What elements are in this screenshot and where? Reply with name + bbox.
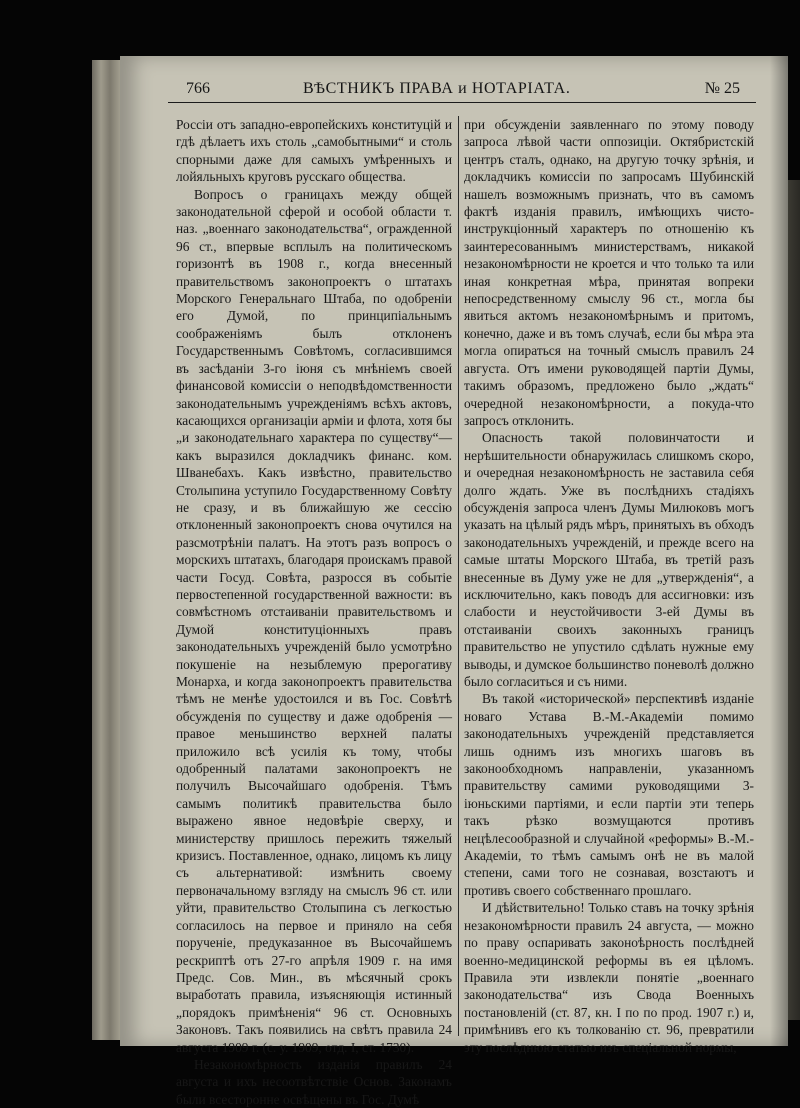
left-paragraph-1: Россіи отъ западно-европейскихъ конституцій и гдѣ дѣлаетъ ихъ столь „самобытными“ и столь спорными даже для самыхъ умѣренныхъ и лойяльныхъ круговъ русскаго общества. [176,117,452,185]
right-paragraph-3: Въ такой «исторической» перспективѣ изданіе новаго Устава В.-М.-Академіи помимо законодательныхъ учрежденій представляется лишь однимъ изъ многихъ шаговъ въ законообходномъ направленіи, указанномъ правительству самими руководящими 3-іюньскими партіями, и если партіи эти теперь такъ рѣзко возмущаются противъ нецѣлесообразной и случайной «реформы» В.-М.-Академіи, то тѣмъ самымъ онѣ не въ малой степени, сами того не сознавая, возстаютъ и противъ своего собственнаго прошлаго. [464,691,754,898]
journal-title: ВѢСТНИКЪ ПРАВА и НОТАРІАТА. [303,80,571,97]
page-number: 766 [186,80,210,97]
left-paragraph-2: Вопросъ о границахъ между общей законодательной сферой и особой области т. наз. „военнаго законодательства“, огражденной 96 ст., впервые всплылъ на политическомъ горизонтѣ въ 1908 г., когда внесенный правительствомъ законопроектъ о штатахъ Морского Генеральнаго Штаба, по одобреніи его Думой, по принципіальнымъ соображеніямъ былъ отклоненъ Государственнымъ Совѣтомъ, согласившимся въ засѣданіи 3-го іюня съ мнѣніемъ своей финансовой комиссіи о неподвѣдомственности законодательнымъ учрежденіямъ всѣхъ актовъ, касающихся организаціи арміи и флота, хотя бы „и законодательнаго характера по существу“—какъ выразился докладчикъ финанс. ком. Шванебахъ. Какъ извѣстно, правительство Столыпина уступило Государственному Совѣту не сразу, и въ ближайшую же сессію отклоненный законопроектъ снова очутился на разсмотрѣніи палатъ. На этотъ разъ вопросъ о морскихъ штатахъ, благодаря проискамъ правой части Госуд. Совѣта, разросся въ событіе первостепенной государственной важности: въ совмѣстномъ отстаиваніи правительствомъ и Думой конституціонныхъ правъ законодательныхъ учрежденій было усмотрѣно покушеніе на незыблемую прерогативу Монарха, и когда законопроектъ правительства тѣмъ не менѣе удостоился и въ Гос. Совѣтѣ обсужденія по существу и даже одобренія — правое меньшинство верхней палаты приложило всѣ усилія къ тому, чтобы одобренный палатами законопроектъ не получилъ Высочайшаго одобренія. Тѣмъ самымъ политикѣ правительства было выражено явное недовѣріе сверху, и министерству пришлось пережить тяжелый кризисъ. Поставленное, однако, лицомъ къ лицу съ альтернативой: измѣнить своему первоначальному взгляду на смыслъ 96 ст. или уйти, правительство Столыпина съ легкостью согласилось на первое и приняло на себя порученіе, предуказанное въ Высочайшемъ рескриптѣ отъ 27-го апрѣля 1909 г. на имя Предс. Сов. Мин., въ мѣсячный срокъ выработать правила, изъясняющія истинный „порядокъ примѣненія“ 96 ст. Основныхъ Законовъ. Такъ появились на свѣтъ правила 24 августа 1909 г. (с. у. 1909, отд. I, ст. 1730). [176,186,452,1055]
right-paragraph-2: Опасность такой половинчатости и нерѣшительности обнаружилась слишкомъ скоро, и очередная незакономѣрность не заставила себя долго ждать. Уже въ послѣднихъ стадіяхъ обсужденія запроса членъ Думы Милюковъ могъ указать на цѣлый рядъ мѣръ, принятыхъ въ обходъ законодательныхъ учрежденій, и прежде всего на самые штаты Морского Штаба, въ третій разъ внесенные въ Думу уже не для „утвержденія“, а исключительно, какъ поводъ для ассигновки: изъ слабости и неустойчивости 3-ей Думы въ отстаиваніи своихъ законныхъ границъ правительство не упустило сдѣлать нужные ему выводы, и думское большинство поневолѣ должно было согласиться и съ ними. [464,430,754,689]
left-column [176,116,452,1107]
left-paragraph-3: Незакономѣрность изданія правилъ 24 августа и ихъ несоотвѣтствіе Основ. Законамъ были всесторонне освѣщены въ Гос. Думѣ [176,1056,452,1107]
page-shadow [770,56,788,1046]
issue-number: № 25 [704,80,740,97]
running-header [168,78,756,103]
right-column [464,116,754,1055]
column-divider [458,116,459,1036]
right-paragraph-4: И дѣйствительно! Только ставъ на точку зрѣнія незакономѣрности правилъ 24 августа, — можно по праву оспаривать законоѣрность послѣдней военно-медицинской реформы въ ея цѣломъ. Правила эти извлекли понятіе „военнаго законодательства“ изъ Свода Военныхъ постановленій (ст. 87, кн. I по по прод. 1907 г.) и, примѣнивъ его къ толкованію ст. 96, превратили эту послѣднюю статью изъ спеціальной нормы, [464,900,754,1055]
right-paragraph-1: при обсужденіи заявленнаго по этому поводу запроса лѣвой части оппозиціи. Октябристскій центръ сталъ, однако, на другую точку зрѣнія, и докладчикъ комиссіи по запросамъ Шубинскій нашелъ возможнымъ признать, что въ самомъ фактѣ изданія правилъ, имѣющихъ чисто-инструкціонный характеръ по отношенію къ заинтересованнымъ министерствамъ, никакой незакономѣрности не кроется и что только та или иная конкретная мѣра, принятая вопреки непосредственному смыслу 96 ст., могла бы явиться актомъ незакономѣрнымъ и притомъ, конечно, даже и въ томъ случаѣ, если бы мѣра эта могла опираться на точный смыслъ правилъ 24 августа. Отъ имени руководящей партіи Думы, такимъ образомъ, предложено было „ждать“ очередной незакономѣрности, а покуда-что запросъ отклонить. [464,117,754,428]
